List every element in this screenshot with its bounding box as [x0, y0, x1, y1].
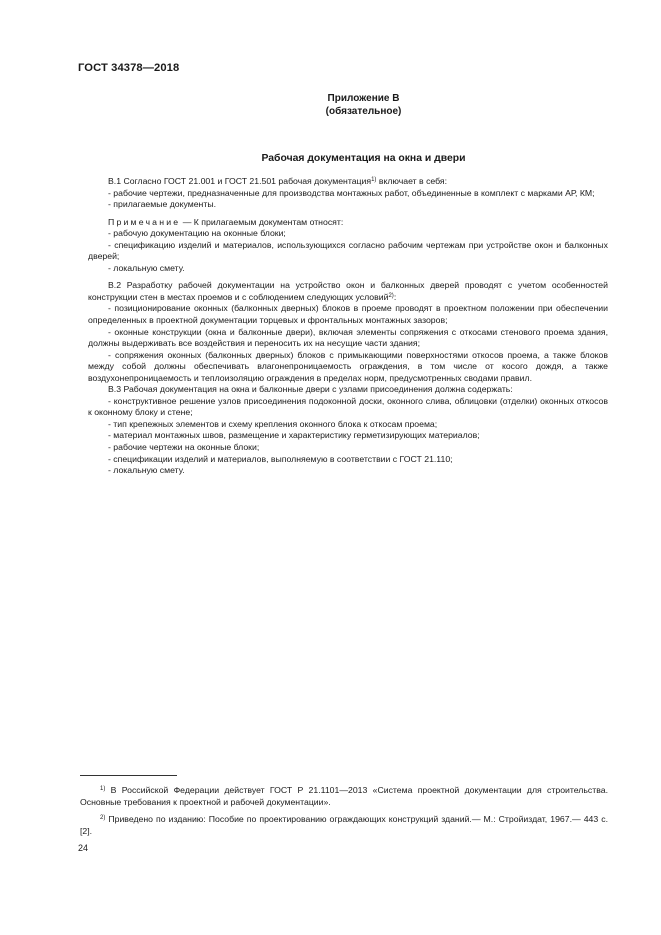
clause-b1-intro: В.1 Согласно ГОСТ 21.001 и ГОСТ 21.501 рабочая документация$^{1)}$ включает в себя: [108, 176, 448, 186]
clause-b3-item: - рабочие чертежи на оконные блоки; [108, 442, 260, 453]
clause-b2-item: - сопряжения оконных (балконных дверных) блоков с примыкающими поверхностями откосов проема, а также блоков между собой должны обеспечивать влагонепроницаемость ограждения, в том числе от косого дождя, а также воздухонепроницаемость и теплоизоляцию ограждения в пределах норм, предусмотренных сводами правил. [88, 349, 608, 383]
clause-b1-item: - прилагаемые документы. [108, 199, 216, 210]
clause-b3-intro: В.3 Рабочая документация на окна и балконные двери с узлами присоединения должна содержать: [108, 384, 513, 395]
clause-b2-item: - оконные конструкции (окна и балконные двери), включая элементы сопряжения с откосами стенового проема здания, должны выдерживать все воздействия и переносить их на несущие части здания; [88, 326, 608, 349]
clause-b2-intro: В.2 Разработку рабочей документации на устройство окон и балконных дверей проводят с учетом особенностей конструкции стен в местах проемов и с соблюдением следующих условий$^{2)}$: [88, 280, 608, 302]
clause-b3-item: - спецификации изделий и материалов, выполняемую в соответствии с ГОСТ 21.110; [108, 453, 453, 464]
appendix-title: Приложение В [327, 93, 400, 104]
appendix-status: (обязательное) [325, 106, 402, 117]
clause-b2-item: - позиционирование оконных (балконных дверных) блоков в проеме проводят в проектном положении при обеспечении определенных в проектной документации торцевых и фронтальных монтажных зазоров; [88, 303, 608, 326]
section-title: Рабочая документация на окна и двери [261, 153, 466, 164]
clause-b3-item: - конструктивное решение узлов присоединения подоконной доски, оконного слива, облицовки (отделки) оконных откосов к оконному блоку и стене; [88, 395, 608, 418]
note-item: - локальную смету. [108, 262, 185, 273]
note-label: Примечание [108, 216, 181, 227]
footnote-2: $^{2)}$ Приведено по изданию: Пособие по проектированию ограждающих конструкций зданий.— М.: Стройиздат, 1967.— 443 с.[2]. [80, 814, 608, 836]
clause-b3-item: - тип крепежных элементов и схему крепления оконного блока к откосам проема; [108, 418, 438, 429]
clause-b3-item: - локальную смету. [108, 465, 185, 476]
footnote-1: $^{1)}$ В Российской Федерации действует ГОСТ Р 21.1101—2013 «Система проектной документации для строительства. Основные требования к проектной и рабочей документации». [80, 785, 608, 807]
footnote-mark: 1) [100, 786, 106, 792]
note-item: - рабочую документацию на оконные блоки; [108, 228, 286, 239]
footnote-divider [80, 775, 177, 776]
footnote-ref-2: 2) [388, 292, 394, 299]
clause-b3-item: - материал монтажных швов, размещение и характеристику герметизирующих материалов; [108, 430, 480, 441]
note-intro: Примечание — К прилагаемым документам относят: [108, 216, 344, 227]
page-number: 24 [78, 843, 89, 853]
clause-b1-item: - рабочие чертежи, предназначенные для производства монтажных работ, объединенные в комплект с марками АР, КМ; [108, 187, 595, 198]
body-text [88, 176, 608, 477]
footnote-mark: 2) [100, 815, 106, 822]
standard-designation: ГОСТ 34378—2018 [78, 62, 180, 74]
footnote-ref-1: 1) [371, 177, 377, 183]
note-item: - спецификацию изделий и материалов, использующихся согласно рабочим чертежам при устройстве окон и балконных дверей; [88, 239, 608, 262]
footnotes [80, 785, 608, 837]
